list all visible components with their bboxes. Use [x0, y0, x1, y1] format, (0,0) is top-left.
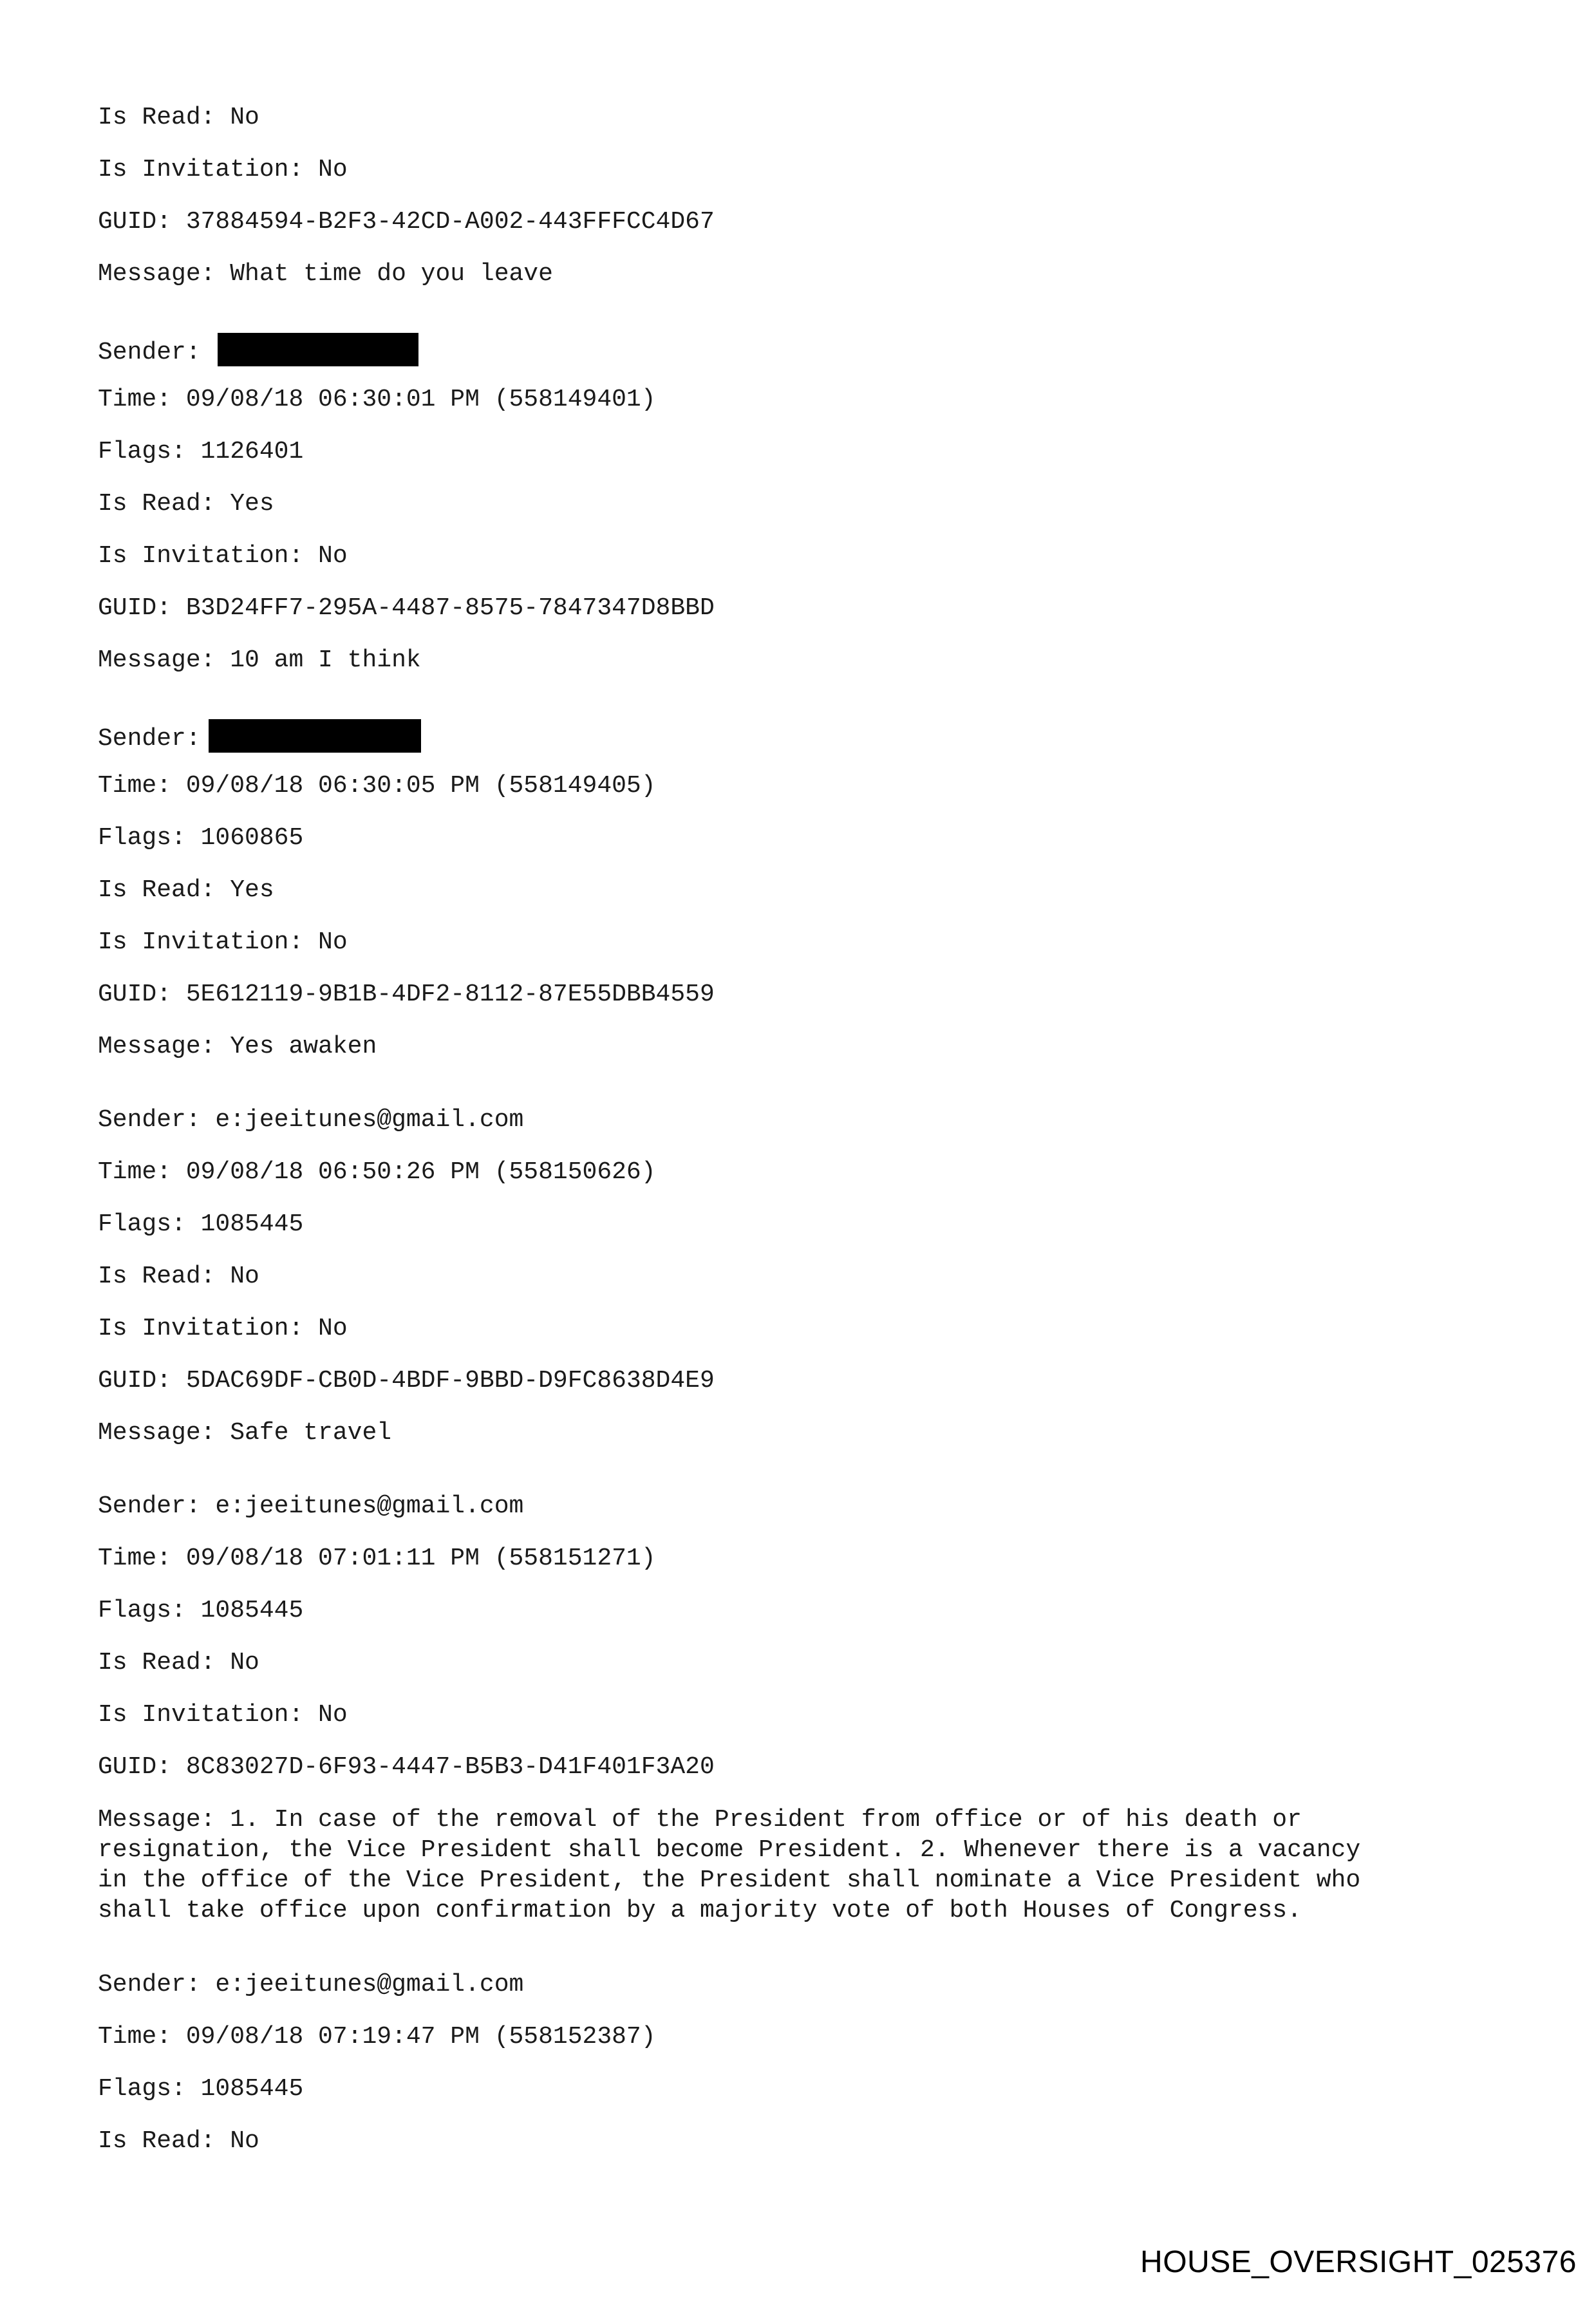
bates-number: HOUSE_OVERSIGHT_025376 [1140, 2245, 1577, 2279]
message-field: Message: What time do you leave [98, 260, 553, 288]
is-read-field: Is Read: Yes [98, 490, 274, 518]
sender-field: Sender: e:jeeitunes@gmail.com [98, 1492, 524, 1520]
guid-field: GUID: B3D24FF7-295A-4487-8575-7847347D8BBD [98, 594, 715, 622]
flags-field: Flags: 1126401 [98, 438, 304, 465]
message-field: Message: Safe travel [98, 1419, 392, 1447]
flags-field: Flags: 1060865 [98, 824, 304, 852]
time-field: Time: 09/08/18 07:19:47 PM (558152387) [98, 2023, 656, 2051]
is-invitation-field: Is Invitation: No [98, 928, 348, 956]
is-invitation-field: Is Invitation: No [98, 1315, 348, 1342]
message-log [98, 103, 1514, 2179]
is-invitation-field: Is Invitation: No [98, 1701, 348, 1729]
guid-field: GUID: 5E612119-9B1B-4DF2-8112-87E55DBB4559 [98, 981, 715, 1008]
message-field: Message: Yes awaken [98, 1033, 377, 1060]
sender-field [98, 719, 1514, 753]
sender-label: Sender: [98, 339, 201, 366]
sender-field: Sender: e:jeeitunes@gmail.com [98, 1971, 524, 1998]
time-field: Time: 09/08/18 06:50:26 PM (558150626) [98, 1158, 656, 1186]
time-field: Time: 09/08/18 06:30:01 PM (558149401) [98, 386, 656, 413]
is-read-field: Is Read: No [98, 1649, 259, 1677]
is-read-field: Is Read: Yes [98, 876, 274, 904]
guid-field: GUID: 5DAC69DF-CB0D-4BDF-9BBD-D9FC8638D4E9 [98, 1367, 715, 1395]
redaction-box [209, 719, 421, 753]
guid-field: GUID: 8C83027D-6F93-4447-B5B3-D41F401F3A20 [98, 1753, 715, 1781]
sender-field [98, 333, 1514, 366]
message-field: Message: 1. In case of the removal of the President from office or of his death or resignation, the Vice President shall become President. 2. Whenever there is a vacancy in the office of the Vice President, the President shall nominate a Vice President who shall take office upon confirmation by a majority vote of both Houses of Congress. [98, 1806, 1361, 1924]
is-read-field: Is Read: No [98, 2127, 259, 2155]
is-read-field: Is Read: No [98, 1263, 259, 1290]
redaction-box [218, 333, 418, 366]
sender-field: Sender: e:jeeitunes@gmail.com [98, 1106, 524, 1134]
guid-field: GUID: 37884594-B2F3-42CD-A002-443FFFCC4D67 [98, 208, 715, 236]
flags-field: Flags: 1085445 [98, 1597, 304, 1624]
is-invitation-field: Is Invitation: No [98, 156, 348, 183]
time-field: Time: 09/08/18 07:01:11 PM (558151271) [98, 1545, 656, 1572]
is-read-field: Is Read: No [98, 104, 259, 131]
time-field: Time: 09/08/18 06:30:05 PM (558149405) [98, 772, 656, 800]
message-field: Message: 10 am I think [98, 646, 421, 674]
flags-field: Flags: 1085445 [98, 2075, 304, 2103]
flags-field: Flags: 1085445 [98, 1210, 304, 1238]
is-invitation-field: Is Invitation: No [98, 542, 348, 570]
sender-label: Sender: [98, 725, 201, 753]
